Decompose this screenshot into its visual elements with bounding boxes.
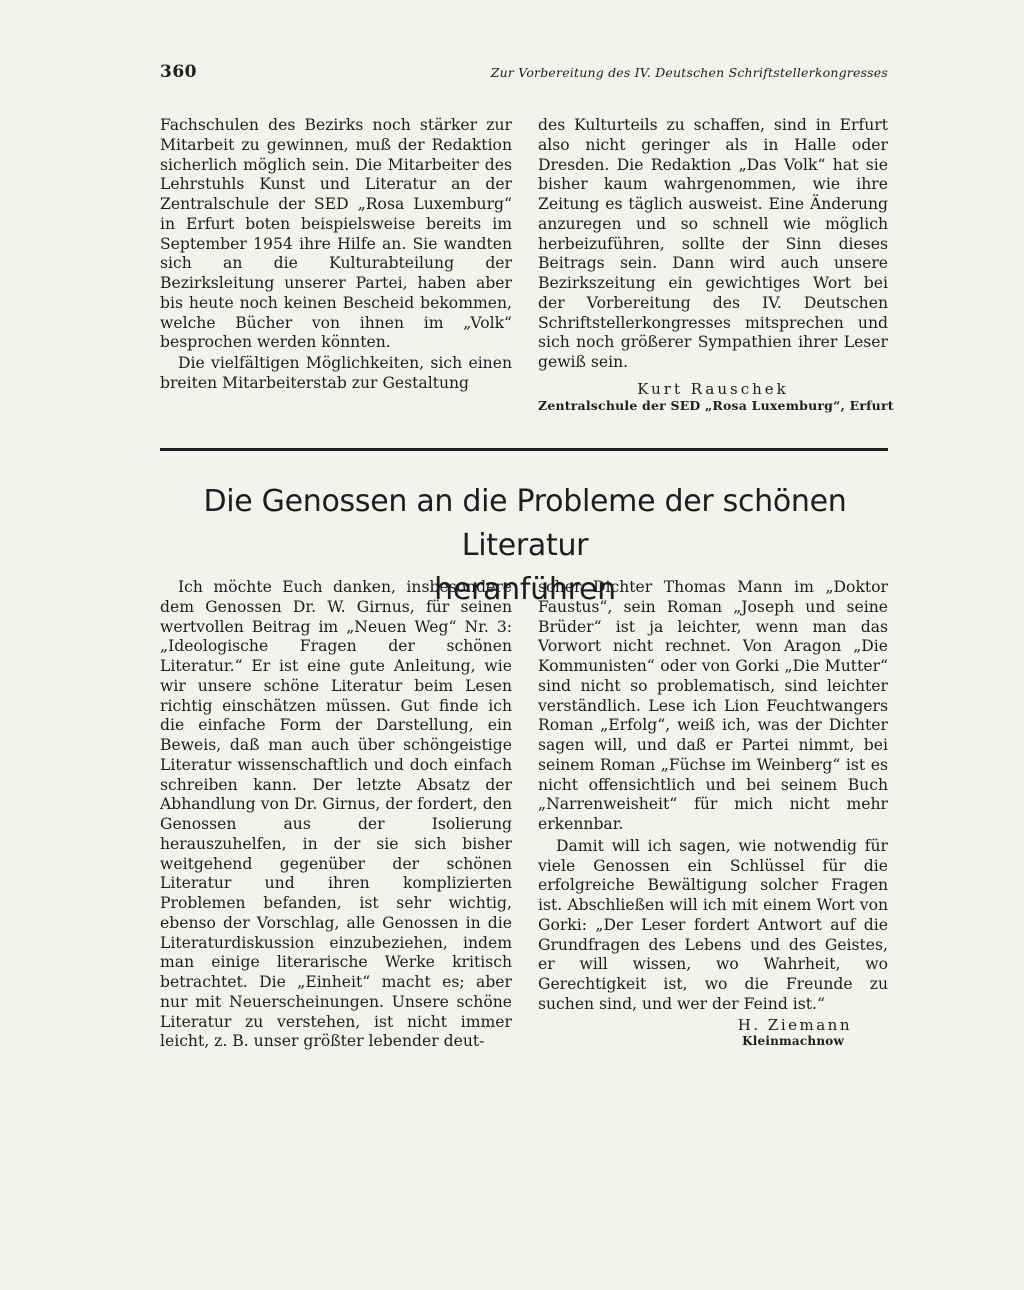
article1-affiliation: Zentralschule der SED „Rosa Luxemburg“, Erfurt xyxy=(538,398,894,413)
article2-title-line-2: heranführen xyxy=(434,572,616,607)
article2-right-paragraph-2: Damit will ich sagen, wie notwendig für viele Genossen ein Schlüssel für die erfolgreiche Bewältigung solcher Fragen ist. Abschließen will ich mit einem Wort von Gorki: „Der Leser fordert Antwort auf die Grundfragen des Lebens und des Geistes, er will wissen, wo Wahrheit, wo Gerechtigkeit ist, wo die Freunde zu suchen sind, und wer der Feind ist.“ xyxy=(538,836,888,1013)
article2-signature xyxy=(738,1016,852,1048)
article2-title-line-1: Die Genossen an die Probleme der schönen Literatur xyxy=(203,484,847,563)
article2-left-column xyxy=(160,578,512,1052)
article1-right-column xyxy=(538,116,888,373)
article1-right-paragraph-1: des Kulturteils zu schaffen, sind in Erfurt also nicht geringer als in Halle oder Dresden. Die Redaktion „Das Volk“ hat sie bisher kaum wahrgenommen, wie ihre Zeitung es täglich ausweist. Eine Änderung anzuregen und so schnell wie möglich herbeizuführen, sollte der Sinn dieses Beitrags sein. Dann wird auch unsere Bezirkszeitung ein gewichtiges Wort bei der Vorbereitung des IV. Deutschen Schriftstellerkongresses mitsprechen und sich noch größerer Sympathien ihrer Leser gewiß sein. xyxy=(538,116,888,371)
article1-left-column xyxy=(160,116,512,394)
section-divider xyxy=(160,448,888,451)
article1-left-paragraph-2: Die vielfältigen Möglichkeiten, sich einen breiten Mitarbeiterstab zur Gestaltung xyxy=(160,354,512,392)
running-header xyxy=(160,62,888,86)
article1-signature xyxy=(538,380,894,413)
article2-right-paragraph-1: scher Dichter Thomas Mann im „Doktor Faustus“, sein Roman „Joseph und seine Brüder“ ist ja leichter, wenn man das Vorwort nicht rechnet. Von Aragon „Die Kommunisten“ oder von Gorki „Die Mutter“ sind nicht so problematisch, sind leichter verständlich. Lese ich Lion Feuchtwangers Roman „Erfolg“, weiß ich, was der Dichter sagen will, und daß er Partei nimmt, bei seinem Roman „Füchse im Weinberg“ ist es nicht offensichtlich und bei seinem Buch „Narrenweisheit“ für mich nicht mehr erkennbar. xyxy=(538,578,888,833)
article2-author: H. Ziemann xyxy=(737,1016,852,1034)
article2-right-column xyxy=(538,578,888,1015)
page-number: 360 xyxy=(160,62,197,82)
article1-left-paragraph-1: Fachschulen des Bezirks noch stärker zur Mitarbeit zu gewinnen, muß der Redaktion sicherlich möglich sein. Die Mitarbeiter des Lehrstuhls Kunst und Literatur an der Zentralschule der SED „Rosa Luxemburg“ in Erfurt boten beispielsweise bereits im September 1954 ihre Hilfe an. Sie wandten sich an die Kulturabteilung der Bezirksleitung unserer Partei, haben aber bis heute noch keinen Bescheid bekommen, welche Bücher von ihnen im „Volk“ besprochen werden könnten. xyxy=(160,116,512,352)
article2-location: Kleinmachnow xyxy=(742,1034,844,1048)
article1-author: Kurt Rauschek xyxy=(637,380,789,398)
article2-left-paragraph-1: Ich möchte Euch danken, insbesondere dem Genossen Dr. W. Girnus, für seinen wertvollen Beitrag im „Neuen Weg“ Nr. 3: „Ideologische Fragen der schönen Literatur.“ Er ist eine gute Anleitung, wie wir unsere schöne Literatur beim Lesen richtig einschätzen müssen. Gut finde ich die einfache Form der Darstellung, ein Beweis, daß man auch über schöngeistige Literatur wissenschaftlich und doch einfach schreiben kann. Der letzte Absatz der Abhandlung von Dr. Girnus, der fordert, den Genossen aus der Isolierung herauszuhelfen, in der sie sich bisher weitgehend gegenüber der schönen Literatur und ihren komplizierten Problemen befanden, ist sehr wichtig, ebenso der Vorschlag, alle Genossen in die Literaturdiskussion einzubeziehen, indem man einige literarische Werke kritisch betrachtet. Die „Einheit“ macht es; aber nur mit Neuerscheinungen. Unsere schöne Literatur zu verstehen, ist nicht immer leicht, z. B. unser größter lebender deut- xyxy=(160,578,512,1051)
running-header-title: Zur Vorbereitung des IV. Deutschen Schriftstellerkongresses xyxy=(490,65,888,80)
